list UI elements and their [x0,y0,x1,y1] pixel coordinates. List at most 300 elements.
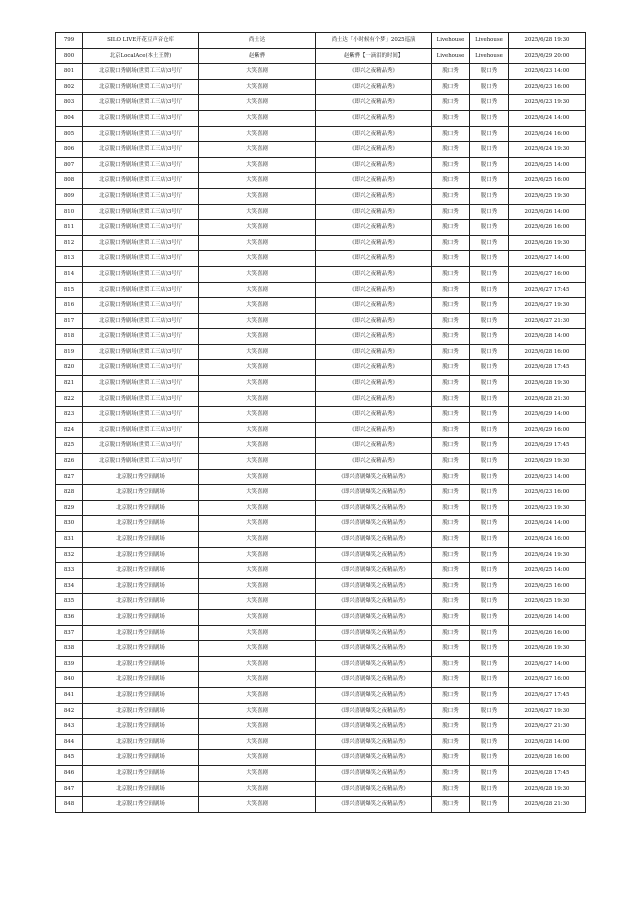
row-number-cell: 800 [56,48,83,64]
table-row [56,625,586,641]
venue-cell: 北京脱口秀剧场(世贸工三店)3号厅 [83,298,199,314]
datetime-cell: 2025/6/25 16:00 [509,578,586,594]
venue-cell: 北京脱口秀剧场(世贸工三店)3号厅 [83,188,199,204]
show-title-cell: 《即兴喜剧爆笑之夜精品秀》 [316,469,432,485]
organizer-cell: 大笑喜剧 [199,672,316,688]
venue-cell: 北京脱口秀剧场(世贸工三店)3号厅 [83,376,199,392]
row-number-cell: 833 [56,563,83,579]
table-row [56,298,586,314]
row-number-cell: 844 [56,734,83,750]
type-cell: 脱口秀 [470,95,509,111]
show-title-cell: 《即兴之夜精品秀》 [316,64,432,80]
venue-cell: 北京LocalAce(本土王牌) [83,48,199,64]
organizer-cell: 大笑喜剧 [199,329,316,345]
row-number-cell: 811 [56,220,83,236]
organizer-cell: 大笑喜剧 [199,235,316,251]
venue-cell: 北京脱口秀剧场(世贸工三店)3号厅 [83,344,199,360]
category-cell: 脱口秀 [432,797,470,813]
type-cell: 脱口秀 [470,110,509,126]
venue-cell: 北京脱口秀剧场(世贸工三店)3号厅 [83,64,199,80]
table-row [56,641,586,657]
datetime-cell: 2025/6/27 17:45 [509,282,586,298]
organizer-cell: 大笑喜剧 [199,641,316,657]
datetime-cell: 2025/6/28 17:45 [509,360,586,376]
table-row [56,344,586,360]
table-row [56,454,586,470]
table-row [56,33,586,49]
table-row [56,360,586,376]
category-cell: 脱口秀 [432,313,470,329]
show-title-cell: 《即兴之夜精品秀》 [316,282,432,298]
datetime-cell: 2025/6/28 16:00 [509,344,586,360]
organizer-cell: 大笑喜剧 [199,360,316,376]
row-number-cell: 803 [56,95,83,111]
table-row [56,563,586,579]
venue-cell: 北京脱口秀剧场(世贸工三店)3号厅 [83,313,199,329]
organizer-cell: 大笑喜剧 [199,204,316,220]
row-number-cell: 828 [56,485,83,501]
datetime-cell: 2025/6/28 19:30 [509,376,586,392]
show-title-cell: 《即兴喜剧爆笑之夜精品秀》 [316,687,432,703]
organizer-cell: 大笑喜剧 [199,391,316,407]
datetime-cell: 2025/6/24 16:00 [509,126,586,142]
category-cell: 脱口秀 [432,547,470,563]
table-row [56,235,586,251]
category-cell: 脱口秀 [432,95,470,111]
type-cell: 脱口秀 [470,79,509,95]
show-title-cell: 《即兴之夜精品秀》 [316,454,432,470]
venue-cell: 北京脱口秀剧场(世贸工三店)3号厅 [83,266,199,282]
datetime-cell: 2025/6/23 19:30 [509,500,586,516]
show-title-cell: 《即兴之夜精品秀》 [316,298,432,314]
show-title-cell: 《即兴喜剧爆笑之夜精品秀》 [316,781,432,797]
show-title-cell: 《即兴之夜精品秀》 [316,188,432,204]
row-number-cell: 846 [56,765,83,781]
table-row [56,220,586,236]
type-cell: 脱口秀 [470,188,509,204]
row-number-cell: 816 [56,298,83,314]
type-cell: 脱口秀 [470,625,509,641]
category-cell: 脱口秀 [432,407,470,423]
table-row [56,391,586,407]
datetime-cell: 2025/6/27 16:00 [509,672,586,688]
row-number-cell: 819 [56,344,83,360]
type-cell: 脱口秀 [470,64,509,80]
category-cell: 脱口秀 [432,781,470,797]
row-number-cell: 802 [56,79,83,95]
row-number-cell: 822 [56,391,83,407]
venue-cell: 北京脱口秀剧场(世贸工三店)3号厅 [83,438,199,454]
venue-cell: 北京脱口秀空间剧场 [83,485,199,501]
organizer-cell: 大笑喜剧 [199,438,316,454]
show-title-cell: 《即兴喜剧爆笑之夜精品秀》 [316,641,432,657]
datetime-cell: 2025/6/25 14:00 [509,563,586,579]
organizer-cell: 大笑喜剧 [199,765,316,781]
type-cell: 脱口秀 [470,376,509,392]
show-title-cell: 《即兴之夜精品秀》 [316,204,432,220]
datetime-cell: 2025/6/28 16:00 [509,750,586,766]
organizer-cell: 大笑喜剧 [199,516,316,532]
venue-cell: SILO LIVE开花豆声音仓库 [83,33,199,49]
type-cell: 脱口秀 [470,609,509,625]
datetime-cell: 2025/6/28 14:00 [509,734,586,750]
row-number-cell: 817 [56,313,83,329]
datetime-cell: 2025/6/27 14:00 [509,656,586,672]
datetime-cell: 2025/6/23 16:00 [509,485,586,501]
category-cell: 脱口秀 [432,625,470,641]
row-number-cell: 818 [56,329,83,345]
table-row [56,765,586,781]
row-number-cell: 823 [56,407,83,423]
datetime-cell: 2025/6/29 20:00 [509,48,586,64]
row-number-cell: 841 [56,687,83,703]
show-title-cell: 《即兴喜剧爆笑之夜精品秀》 [316,563,432,579]
organizer-cell: 大笑喜剧 [199,422,316,438]
type-cell: 脱口秀 [470,469,509,485]
show-title-cell: 《即兴喜剧爆笑之夜精品秀》 [316,750,432,766]
row-number-cell: 834 [56,578,83,594]
category-cell: 脱口秀 [432,594,470,610]
organizer-cell: 大笑喜剧 [199,376,316,392]
row-number-cell: 815 [56,282,83,298]
table-row [56,734,586,750]
datetime-cell: 2025/6/26 16:00 [509,220,586,236]
venue-cell: 北京脱口秀剧场(世贸工三店)3号厅 [83,422,199,438]
datetime-cell: 2025/6/25 14:00 [509,157,586,173]
datetime-cell: 2025/6/27 21:30 [509,313,586,329]
show-title-cell: 《即兴之夜精品秀》 [316,235,432,251]
table-row [56,469,586,485]
category-cell: 脱口秀 [432,298,470,314]
category-cell: 脱口秀 [432,64,470,80]
table-row [56,204,586,220]
category-cell: 脱口秀 [432,500,470,516]
show-title-cell: 《即兴喜剧爆笑之夜精品秀》 [316,532,432,548]
datetime-cell: 2025/6/26 14:00 [509,204,586,220]
type-cell: 脱口秀 [470,656,509,672]
table-row [56,266,586,282]
venue-cell: 北京脱口秀剧场(世贸工三店)3号厅 [83,173,199,189]
organizer-cell: 大笑喜剧 [199,157,316,173]
category-cell: 脱口秀 [432,563,470,579]
datetime-cell: 2025/6/27 16:00 [509,266,586,282]
category-cell: 脱口秀 [432,360,470,376]
show-title-cell: 《即兴喜剧爆笑之夜精品秀》 [316,609,432,625]
show-title-cell: 《即兴之夜精品秀》 [316,173,432,189]
row-number-cell: 843 [56,719,83,735]
row-number-cell: 804 [56,110,83,126]
organizer-cell: 大笑喜剧 [199,282,316,298]
category-cell: 脱口秀 [432,329,470,345]
organizer-cell: 大笑喜剧 [199,781,316,797]
venue-cell: 北京脱口秀空间剧场 [83,703,199,719]
organizer-cell: 大笑喜剧 [199,344,316,360]
venue-cell: 北京脱口秀空间剧场 [83,609,199,625]
organizer-cell: 大笑喜剧 [199,625,316,641]
row-number-cell: 812 [56,235,83,251]
show-title-cell: 《即兴喜剧爆笑之夜精品秀》 [316,797,432,813]
row-number-cell: 799 [56,33,83,49]
category-cell: 脱口秀 [432,251,470,267]
table-row [56,173,586,189]
organizer-cell: 大笑喜剧 [199,251,316,267]
venue-cell: 北京脱口秀剧场(世贸工三店)3号厅 [83,454,199,470]
datetime-cell: 2025/6/28 17:45 [509,765,586,781]
category-cell: 脱口秀 [432,266,470,282]
category-cell: 脱口秀 [432,235,470,251]
type-cell: Livehouse [470,33,509,49]
row-number-cell: 848 [56,797,83,813]
organizer-cell: 大笑喜剧 [199,407,316,423]
venue-cell: 北京脱口秀剧场(世贸工三店)3号厅 [83,391,199,407]
organizer-cell: 大笑喜剧 [199,594,316,610]
row-number-cell: 809 [56,188,83,204]
organizer-cell: 尚士达 [199,33,316,49]
category-cell: 脱口秀 [432,438,470,454]
performance-table [55,32,586,813]
type-cell: 脱口秀 [470,687,509,703]
table-row [56,750,586,766]
type-cell: Livehouse [470,48,509,64]
organizer-cell: 大笑喜剧 [199,797,316,813]
show-title-cell: 《即兴之夜精品秀》 [316,391,432,407]
type-cell: 脱口秀 [470,235,509,251]
category-cell: 脱口秀 [432,719,470,735]
type-cell: 脱口秀 [470,500,509,516]
show-title-cell: 《即兴喜剧爆笑之夜精品秀》 [316,734,432,750]
show-title-cell: 《即兴喜剧爆笑之夜精品秀》 [316,703,432,719]
datetime-cell: 2025/6/28 21:30 [509,391,586,407]
type-cell: 脱口秀 [470,407,509,423]
venue-cell: 北京脱口秀空间剧场 [83,781,199,797]
organizer-cell: 大笑喜剧 [199,142,316,158]
category-cell: 脱口秀 [432,173,470,189]
row-number-cell: 808 [56,173,83,189]
venue-cell: 北京脱口秀剧场(世贸工三店)3号厅 [83,95,199,111]
venue-cell: 北京脱口秀空间剧场 [83,625,199,641]
show-title-cell: 《即兴之夜精品秀》 [316,360,432,376]
type-cell: 脱口秀 [470,438,509,454]
show-title-cell: 《即兴之夜精品秀》 [316,110,432,126]
table-row [56,781,586,797]
type-cell: 脱口秀 [470,594,509,610]
organizer-cell: 大笑喜剧 [199,220,316,236]
type-cell: 脱口秀 [470,765,509,781]
table-row [56,797,586,813]
organizer-cell: 大笑喜剧 [199,500,316,516]
row-number-cell: 845 [56,750,83,766]
type-cell: 脱口秀 [470,578,509,594]
organizer-cell: 大笑喜剧 [199,563,316,579]
venue-cell: 北京脱口秀剧场(世贸工三店)3号厅 [83,282,199,298]
row-number-cell: 810 [56,204,83,220]
category-cell: 脱口秀 [432,532,470,548]
show-title-cell: 《即兴之夜精品秀》 [316,157,432,173]
row-number-cell: 807 [56,157,83,173]
table-row [56,500,586,516]
show-title-cell: 《即兴之夜精品秀》 [316,376,432,392]
venue-cell: 北京脱口秀空间剧场 [83,656,199,672]
type-cell: 脱口秀 [470,532,509,548]
show-title-cell: 《即兴之夜精品秀》 [316,313,432,329]
category-cell: 脱口秀 [432,126,470,142]
datetime-cell: 2025/6/27 21:30 [509,719,586,735]
venue-cell: 北京脱口秀剧场(世贸工三店)3号厅 [83,407,199,423]
venue-cell: 北京脱口秀空间剧场 [83,563,199,579]
type-cell: 脱口秀 [470,485,509,501]
type-cell: 脱口秀 [470,781,509,797]
organizer-cell: 大笑喜剧 [199,64,316,80]
row-number-cell: 840 [56,672,83,688]
table-row [56,703,586,719]
type-cell: 脱口秀 [470,298,509,314]
category-cell: 脱口秀 [432,376,470,392]
row-number-cell: 825 [56,438,83,454]
datetime-cell: 2025/6/24 16:00 [509,532,586,548]
datetime-cell: 2025/6/25 16:00 [509,173,586,189]
category-cell: 脱口秀 [432,609,470,625]
type-cell: 脱口秀 [470,173,509,189]
venue-cell: 北京脱口秀空间剧场 [83,532,199,548]
show-title-cell: 《即兴喜剧爆笑之夜精品秀》 [316,656,432,672]
category-cell: 脱口秀 [432,454,470,470]
type-cell: 脱口秀 [470,641,509,657]
table-row [56,126,586,142]
category-cell: 脱口秀 [432,469,470,485]
type-cell: 脱口秀 [470,142,509,158]
type-cell: 脱口秀 [470,204,509,220]
datetime-cell: 2025/6/28 19:30 [509,33,586,49]
table-row [56,532,586,548]
type-cell: 脱口秀 [470,750,509,766]
show-title-cell: 《即兴喜剧爆笑之夜精品秀》 [316,594,432,610]
organizer-cell: 大笑喜剧 [199,173,316,189]
row-number-cell: 813 [56,251,83,267]
row-number-cell: 801 [56,64,83,80]
category-cell: 脱口秀 [432,750,470,766]
show-title-cell: 《即兴喜剧爆笑之夜精品秀》 [316,625,432,641]
show-title-cell: 《即兴喜剧爆笑之夜精品秀》 [316,547,432,563]
type-cell: 脱口秀 [470,126,509,142]
table-row [56,188,586,204]
category-cell: 脱口秀 [432,344,470,360]
category-cell: 脱口秀 [432,282,470,298]
datetime-cell: 2025/6/28 19:30 [509,781,586,797]
organizer-cell: 大笑喜剧 [199,734,316,750]
table-row [56,48,586,64]
datetime-cell: 2025/6/27 19:30 [509,703,586,719]
show-title-cell: 《即兴喜剧爆笑之夜精品秀》 [316,485,432,501]
category-cell: 脱口秀 [432,734,470,750]
organizer-cell: 大笑喜剧 [199,95,316,111]
show-title-cell: 《即兴喜剧爆笑之夜精品秀》 [316,765,432,781]
venue-cell: 北京脱口秀空间剧场 [83,594,199,610]
type-cell: 脱口秀 [470,719,509,735]
datetime-cell: 2025/6/27 19:30 [509,298,586,314]
table-row [56,313,586,329]
venue-cell: 北京脱口秀空间剧场 [83,687,199,703]
datetime-cell: 2025/6/25 19:30 [509,188,586,204]
table-row [56,656,586,672]
datetime-cell: 2025/6/23 19:30 [509,95,586,111]
category-cell: 脱口秀 [432,142,470,158]
table-row [56,329,586,345]
type-cell: 脱口秀 [470,313,509,329]
venue-cell: 北京脱口秀空间剧场 [83,516,199,532]
row-number-cell: 830 [56,516,83,532]
datetime-cell: 2025/6/29 17:45 [509,438,586,454]
row-number-cell: 842 [56,703,83,719]
venue-cell: 北京脱口秀空间剧场 [83,719,199,735]
venue-cell: 北京脱口秀空间剧场 [83,750,199,766]
organizer-cell: 大笑喜剧 [199,126,316,142]
venue-cell: 北京脱口秀剧场(世贸工三店)3号厅 [83,126,199,142]
table-row [56,485,586,501]
category-cell: 脱口秀 [432,672,470,688]
table-row [56,422,586,438]
table-row [56,547,586,563]
table-row [56,516,586,532]
category-cell: 脱口秀 [432,516,470,532]
datetime-cell: 2025/6/24 19:30 [509,547,586,563]
datetime-cell: 2025/6/23 16:00 [509,79,586,95]
row-number-cell: 805 [56,126,83,142]
table-row [56,79,586,95]
show-title-cell: 《即兴喜剧爆笑之夜精品秀》 [316,672,432,688]
datetime-cell: 2025/6/24 19:30 [509,142,586,158]
show-title-cell: 《即兴之夜精品秀》 [316,329,432,345]
type-cell: 脱口秀 [470,563,509,579]
row-number-cell: 838 [56,641,83,657]
venue-cell: 北京脱口秀剧场(世贸工三店)3号厅 [83,360,199,376]
datetime-cell: 2025/6/23 14:00 [509,469,586,485]
table-row [56,157,586,173]
show-title-cell: 尚士达「小时候有个梦」2025巡演 [316,33,432,49]
show-title-cell: 《即兴之夜精品秀》 [316,126,432,142]
organizer-cell: 大笑喜剧 [199,454,316,470]
category-cell: 脱口秀 [432,687,470,703]
row-number-cell: 837 [56,625,83,641]
show-title-cell: 《即兴之夜精品秀》 [316,422,432,438]
organizer-cell: 大笑喜剧 [199,578,316,594]
category-cell: 脱口秀 [432,79,470,95]
category-cell: 脱口秀 [432,578,470,594]
category-cell: 脱口秀 [432,765,470,781]
venue-cell: 北京脱口秀剧场(世贸工三店)3号厅 [83,157,199,173]
category-cell: 脱口秀 [432,188,470,204]
type-cell: 脱口秀 [470,220,509,236]
category-cell: 脱口秀 [432,656,470,672]
row-number-cell: 820 [56,360,83,376]
type-cell: 脱口秀 [470,391,509,407]
type-cell: 脱口秀 [470,703,509,719]
type-cell: 脱口秀 [470,360,509,376]
category-cell: 脱口秀 [432,220,470,236]
organizer-cell: 大笑喜剧 [199,532,316,548]
type-cell: 脱口秀 [470,329,509,345]
organizer-cell: 大笑喜剧 [199,298,316,314]
show-title-cell: 《即兴喜剧爆笑之夜精品秀》 [316,516,432,532]
type-cell: 脱口秀 [470,344,509,360]
table-row [56,609,586,625]
row-number-cell: 839 [56,656,83,672]
datetime-cell: 2025/6/23 14:00 [509,64,586,80]
category-cell: 脱口秀 [432,110,470,126]
organizer-cell: 大笑喜剧 [199,485,316,501]
type-cell: 脱口秀 [470,516,509,532]
show-title-cell: 《即兴之夜精品秀》 [316,220,432,236]
organizer-cell: 大笑喜剧 [199,703,316,719]
